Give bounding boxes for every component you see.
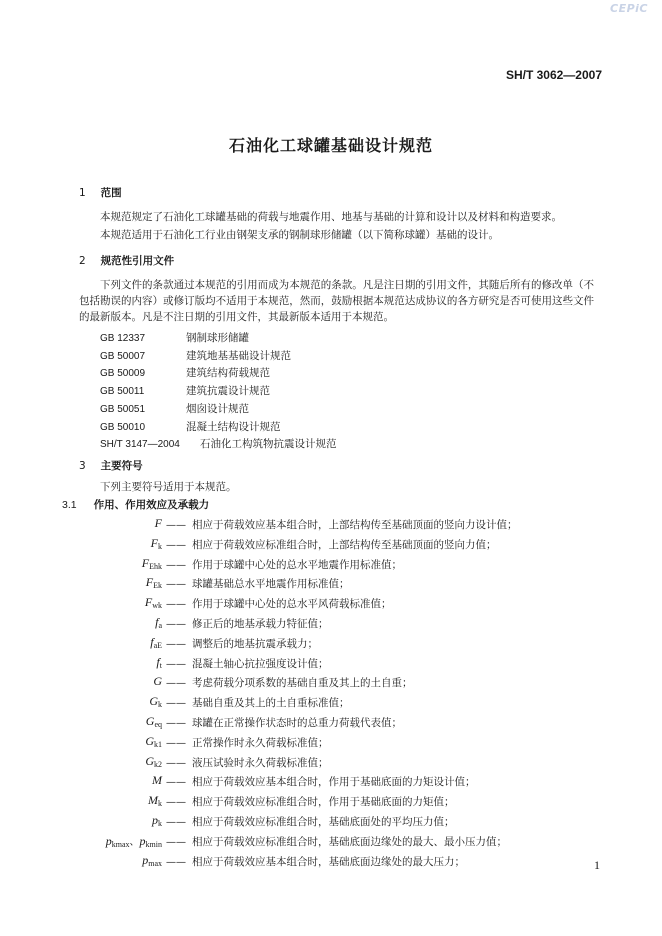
reference-code: GB 12337 bbox=[100, 333, 146, 344]
symbol-description: —— 液压试验时永久荷载标准值； bbox=[166, 756, 329, 769]
symbol-description: —— 球罐在正常操作状态时的总重力荷载代表值； bbox=[166, 716, 402, 729]
reference-code: SH/T 3147—2004 bbox=[100, 439, 180, 451]
symbol: $G_{eq}$ bbox=[145, 713, 162, 729]
reference-code: GB 50007 bbox=[100, 350, 146, 362]
symbol-description: —— 相应于荷载效应基本组合时，基础底面边缘处的最大压力； bbox=[166, 855, 465, 868]
symbol-item bbox=[0, 613, 662, 633]
reference-name: 混凝土结构设计规范 bbox=[186, 420, 281, 433]
reference-item bbox=[100, 401, 337, 419]
publisher-watermark: CEPiC bbox=[610, 2, 648, 15]
subsection-title: 作用、作用效应及承载力 bbox=[93, 499, 210, 511]
symbol-list bbox=[0, 514, 662, 870]
symbol: $G_{k1}$ bbox=[145, 733, 162, 749]
section-1-paragraph-2: 本规范适用于石油化工行业由钢架支承的钢制球形储罐（以下简称球罐）基础的设计。 bbox=[100, 229, 499, 241]
reference-name: 石油化工构筑物抗震设计规范 bbox=[200, 438, 337, 451]
reference-code: GB 50010 bbox=[100, 421, 146, 433]
subsection-number: 3.1 bbox=[62, 499, 77, 511]
symbol-description: —— 相应于荷载效应标准组合时，基础底面边缘处的最大、最小压力值； bbox=[166, 835, 507, 848]
symbol: G bbox=[153, 674, 162, 689]
symbol-item bbox=[0, 732, 662, 752]
symbol-item bbox=[0, 573, 662, 593]
symbol-description: —— 作用于球罐中心处的总水平风荷载标准值； bbox=[166, 598, 392, 611]
symbol-description: —— 混凝土轴心抗拉强度设计值； bbox=[166, 657, 329, 670]
page-title: 石油化工球罐基础设计规范 bbox=[228, 136, 433, 155]
symbol: $F_{wk}$ bbox=[144, 595, 162, 611]
section-2-paragraph: 下列文件的条款通过本规范的引用而成为本规范的条款。凡是注日期的引用文件，其随后所有的修改单（不包括勘误的内容）或修订版均不适用于本规范，然而，鼓励根据本规范达成协议的各方研究是否可使用这些文件的最新版本。凡是不注日期的引用文件，其最新版本适用于本规范。 bbox=[79, 279, 594, 323]
symbol: M bbox=[152, 773, 162, 788]
symbol-item bbox=[0, 831, 662, 851]
reference-list bbox=[100, 330, 337, 454]
symbol-item bbox=[0, 672, 662, 692]
symbol: $p_{max}$ bbox=[142, 852, 162, 868]
symbol: $p_k$ bbox=[152, 812, 162, 828]
reference-item bbox=[100, 348, 337, 366]
symbol: $f_{aE}$ bbox=[150, 634, 162, 650]
section-3-paragraph: 下列主要符号适用于本规范。 bbox=[100, 481, 237, 493]
symbol-item bbox=[0, 791, 662, 811]
symbol: $F_{Ek}$ bbox=[145, 575, 162, 591]
symbol-description: —— 修正后的地基承载力特征值； bbox=[166, 617, 329, 630]
page-number: 1 bbox=[594, 858, 600, 872]
symbol-item bbox=[0, 554, 662, 574]
section-title: 范围 bbox=[100, 187, 122, 199]
symbol-item bbox=[0, 752, 662, 772]
symbol-description: —— 相应于荷载效应标准组合时，基础底面处的平均压力值； bbox=[166, 815, 455, 828]
section-title: 规范性引用文件 bbox=[100, 255, 175, 267]
section-number: 2 bbox=[79, 255, 86, 267]
symbol-item bbox=[0, 771, 662, 791]
symbol-description: —— 作用于球罐中心处的总水平地震作用标准值； bbox=[166, 558, 402, 571]
section-1-heading bbox=[79, 185, 122, 200]
symbol-description: —— 相应于荷载效应基本组合时，上部结构传至基础顶面的竖向力设计值； bbox=[166, 519, 518, 531]
symbol-description: —— 基础自重及其上的土自重标准值； bbox=[166, 697, 350, 710]
symbol-item bbox=[0, 851, 662, 871]
reference-name: 建筑结构荷载规范 bbox=[186, 367, 270, 380]
section-1-paragraph-1: 本规范规定了石油化工球罐基础的荷载与地震作用、地基与基础的计算和设计以及材料和构造要求。 bbox=[100, 211, 562, 223]
symbol: F bbox=[154, 516, 162, 530]
symbol: $p_{kmax}$、$p_{kmin}$ bbox=[105, 833, 162, 849]
symbol: $M_k$ bbox=[148, 793, 162, 809]
symbol-item bbox=[0, 712, 662, 732]
reference-item bbox=[100, 330, 337, 348]
symbol-description: —— 球罐基础总水平地震作用标准值； bbox=[166, 578, 350, 591]
reference-item bbox=[100, 419, 337, 437]
symbol: $f_a$ bbox=[155, 614, 162, 630]
symbol-description: —— 考虑荷载分项系数的基础自重及其上的土自重； bbox=[166, 677, 413, 690]
symbol: $F_{Ehk}$ bbox=[141, 555, 162, 571]
reference-name: 建筑地基基础设计规范 bbox=[186, 349, 291, 362]
section-title: 主要符号 bbox=[100, 460, 143, 472]
reference-code: GB 50011 bbox=[100, 386, 145, 398]
reference-item bbox=[100, 365, 337, 383]
section-number: 3 bbox=[79, 460, 86, 472]
symbol-item bbox=[0, 514, 662, 534]
symbol: $G_{k2}$ bbox=[145, 753, 162, 769]
subsection-3-1-heading bbox=[62, 497, 209, 512]
reference-name: 烟囱设计规范 bbox=[186, 402, 249, 415]
symbol: $f_t$ bbox=[156, 654, 162, 670]
symbol: $G_k$ bbox=[149, 694, 162, 710]
symbol: $F_k$ bbox=[150, 535, 162, 551]
reference-code: GB 50009 bbox=[100, 368, 146, 380]
reference-code: GB 50051 bbox=[100, 403, 146, 415]
symbol-description: —— 相应于荷载效应标准组合时，作用于基础底面的力矩值； bbox=[166, 796, 455, 809]
section-2-heading bbox=[79, 253, 174, 268]
section-3-heading bbox=[79, 458, 143, 473]
symbol-item bbox=[0, 534, 662, 554]
symbol-description: —— 调整后的地基抗震承载力； bbox=[166, 637, 318, 650]
symbol-description: —— 相应于荷载效应标准组合时，上部结构传至基础顶面的竖向力值； bbox=[166, 538, 497, 551]
symbol-description: —— 正常操作时永久荷载标准值； bbox=[166, 736, 329, 749]
standard-code: SH/T 3062—2007 bbox=[505, 68, 602, 82]
reference-item bbox=[100, 383, 337, 401]
reference-item bbox=[100, 436, 337, 454]
symbol-item bbox=[0, 653, 662, 673]
symbol-item bbox=[0, 593, 662, 613]
symbol-item bbox=[0, 811, 662, 831]
symbol-item bbox=[0, 633, 662, 653]
reference-name: 钢制球形储罐 bbox=[186, 332, 249, 344]
section-number: 1 bbox=[79, 187, 86, 199]
symbol-item bbox=[0, 692, 662, 712]
symbol-description: —— 相应于荷载效应基本组合时，作用于基础底面的力矩设计值； bbox=[166, 776, 476, 789]
reference-name: 建筑抗震设计规范 bbox=[186, 385, 270, 398]
